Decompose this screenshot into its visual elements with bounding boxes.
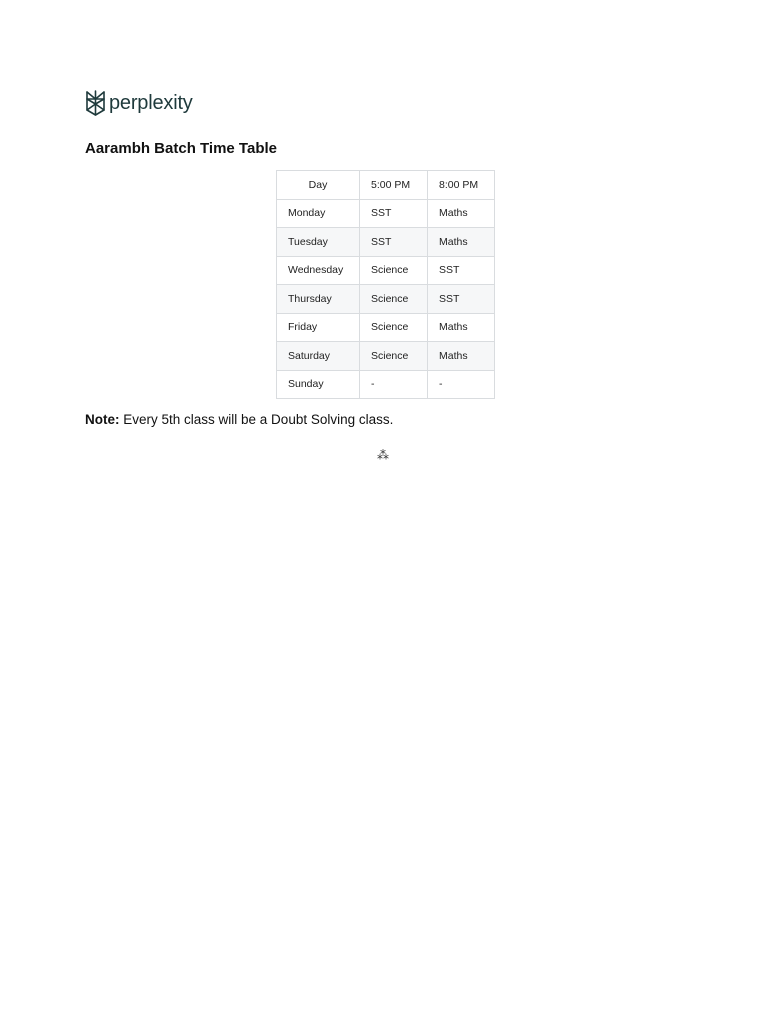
asterism-mark: ⁂	[377, 448, 389, 462]
table-cell-8pm: Maths	[428, 199, 495, 228]
table-cell-5pm: Science	[360, 285, 428, 314]
table-row	[277, 199, 495, 228]
table-cell-8pm: SST	[428, 285, 495, 314]
table-cell-8pm: Maths	[428, 228, 495, 257]
table-cell-day: Wednesday	[277, 256, 360, 285]
table-cell-5pm: SST	[360, 228, 428, 257]
note-label: Note:	[85, 412, 120, 427]
table-row	[277, 285, 495, 314]
column-header-8pm: 8:00 PM	[428, 171, 495, 200]
table-cell-8pm: Maths	[428, 313, 495, 342]
table-cell-day: Thursday	[277, 285, 360, 314]
table-cell-8pm: -	[428, 370, 495, 399]
table-cell-5pm: SST	[360, 199, 428, 228]
table-cell-day: Sunday	[277, 370, 360, 399]
column-header-day: Day	[277, 171, 360, 200]
table-cell-day: Saturday	[277, 342, 360, 371]
table-row	[277, 313, 495, 342]
table-header-row	[277, 171, 495, 200]
table-cell-5pm: Science	[360, 313, 428, 342]
table-row	[277, 228, 495, 257]
table-row	[277, 342, 495, 371]
column-header-5pm: 5:00 PM	[360, 171, 428, 200]
table-cell-5pm: Science	[360, 342, 428, 371]
table-cell-5pm: Science	[360, 256, 428, 285]
table-cell-8pm: Maths	[428, 342, 495, 371]
table-cell-day: Friday	[277, 313, 360, 342]
perplexity-logo	[85, 89, 193, 117]
note-paragraph	[85, 411, 393, 429]
table-cell-8pm: SST	[428, 256, 495, 285]
perplexity-logo-icon	[85, 90, 106, 116]
table-cell-day: Monday	[277, 199, 360, 228]
timetable	[276, 170, 495, 399]
logo-wordmark: perplexity	[109, 92, 193, 114]
table-cell-5pm: -	[360, 370, 428, 399]
note-text: Every 5th class will be a Doubt Solving class.	[119, 412, 394, 427]
document-title: Aarambh Batch Time Table	[85, 140, 277, 157]
table-cell-day: Tuesday	[277, 228, 360, 257]
table-row	[277, 256, 495, 285]
table-row	[277, 370, 495, 399]
